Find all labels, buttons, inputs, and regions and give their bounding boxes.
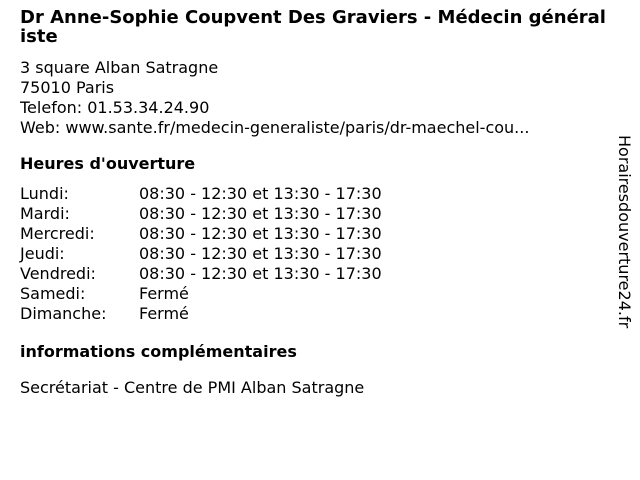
day-hours: 08:30 - 12:30 et 13:30 - 17:30	[139, 224, 382, 243]
day-label: Vendredi:	[20, 264, 96, 283]
address-block	[20, 58, 610, 138]
phone-row	[20, 98, 610, 118]
info-text: Secrétariat - Centre de PMI Alban Satragne	[20, 378, 365, 397]
day-label: Dimanche:	[20, 304, 107, 323]
day-label: Mardi:	[20, 204, 70, 223]
hours-row-mercredi	[20, 224, 610, 244]
phone-label: Telefon:	[20, 98, 83, 117]
web-link[interactable]: www.sante.fr/medecin-generaliste/paris/dr-maechel-cou...	[65, 118, 530, 137]
day-hours: Fermé	[139, 304, 189, 323]
address-city: 75010 Paris	[20, 78, 115, 97]
day-label: Jeudi:	[20, 244, 65, 263]
day-label: Lundi:	[20, 184, 69, 203]
hours-row-jeudi	[20, 244, 610, 264]
day-hours: Fermé	[139, 284, 189, 303]
address-street: 3 square Alban Satragne	[20, 58, 219, 77]
page-title: Dr Anne-Sophie Coupvent Des Graviers - Médecin généraliste	[20, 7, 606, 47]
day-hours: 08:30 - 12:30 et 13:30 - 17:30	[139, 264, 382, 283]
day-hours: 08:30 - 12:30 et 13:30 - 17:30	[139, 204, 382, 223]
day-hours: 08:30 - 12:30 et 13:30 - 17:30	[139, 184, 382, 203]
hours-row-samedi	[20, 284, 610, 304]
phone-number[interactable]: 01.53.34.24.90	[87, 98, 210, 117]
hours-table	[20, 184, 610, 324]
info-heading: informations complémentaires	[20, 342, 297, 361]
day-hours: 08:30 - 12:30 et 13:30 - 17:30	[139, 244, 382, 263]
day-label: Samedi:	[20, 284, 86, 303]
hours-row-mardi	[20, 204, 610, 224]
hours-row-lundi	[20, 184, 610, 204]
site-watermark: Horairesdouverture24.fr	[615, 135, 634, 329]
hours-row-dimanche	[20, 304, 610, 324]
web-label: Web:	[20, 118, 61, 137]
web-row	[20, 118, 585, 138]
listing-card	[20, 8, 610, 398]
hours-row-vendredi	[20, 264, 610, 284]
day-label: Mercredi:	[20, 224, 95, 243]
hours-heading: Heures d'ouverture	[20, 154, 196, 173]
